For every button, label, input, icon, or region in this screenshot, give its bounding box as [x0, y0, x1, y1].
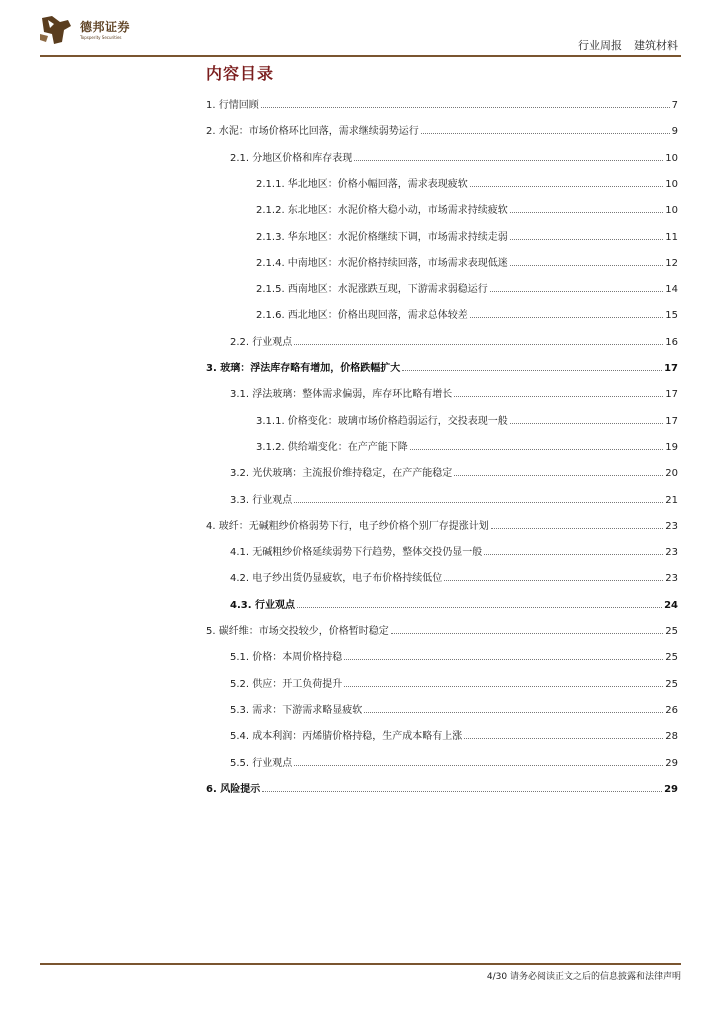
toc-entry-page: 10: [665, 179, 678, 190]
toc-entry-page: 16: [665, 337, 678, 348]
toc-entry-page: 10: [665, 205, 678, 216]
toc-leader-dots: [294, 765, 663, 766]
toc-entry[interactable]: [206, 780, 678, 796]
toc-leader-dots: [294, 502, 663, 503]
toc-leader-dots: [410, 449, 663, 450]
toc-leader-dots: [454, 396, 663, 397]
toc-leader-dots: [294, 344, 663, 345]
toc-entry-label: 4.3. 行业观点: [230, 600, 295, 611]
toc-leader-dots: [464, 738, 663, 739]
toc-entry-page: 24: [664, 600, 678, 611]
toc-entry[interactable]: [256, 228, 678, 244]
toc-entry-label: 2.1.1. 华北地区：价格小幅回落，需求表现疲软: [256, 179, 468, 190]
toc-entry-label: 3.1.1. 价格变化：玻璃市场价格趋弱运行，交投表现一般: [256, 416, 508, 427]
toc-entry[interactable]: [206, 517, 678, 533]
toc-leader-dots: [421, 133, 670, 134]
report-meta: [578, 37, 678, 53]
brand-name: 德邦证券: [80, 20, 131, 34]
toc-leader-dots: [402, 370, 662, 371]
toc-entry-page: 17: [665, 389, 678, 400]
toc-entry-page: 28: [665, 731, 678, 742]
toc-entry[interactable]: [206, 96, 678, 112]
toc-entry[interactable]: [256, 254, 678, 270]
footer-divider: [40, 963, 681, 965]
toc-entry-label: 4. 玻纤：无碱粗纱价格弱势下行，电子纱价格个别厂存提涨计划: [206, 521, 489, 532]
toc-entry-label: 5.3. 需求：下游需求略显疲软: [230, 705, 363, 716]
toc-entry-label: 2.1.2. 东北地区：水泥价格大稳小动，市场需求持续疲软: [256, 205, 508, 216]
page-number: 4/30: [486, 972, 508, 982]
toc-entry[interactable]: [230, 333, 678, 349]
toc-entry-label: 4.2. 电子纱出货仍显疲软，电子布价格持续低位: [230, 573, 443, 584]
toc-entry-label: 2.1.5. 西南地区：水泥涨跌互现，下游需求弱稳运行: [256, 284, 488, 295]
toc-leader-dots: [491, 528, 664, 529]
toc-leader-dots: [262, 791, 662, 792]
toc-entry-label: 2.1.4. 中南地区：水泥价格持续回落，市场需求表现低迷: [256, 258, 508, 269]
toc-entry-page: 14: [665, 284, 678, 295]
header-divider: [40, 55, 681, 57]
toc-entry[interactable]: [230, 754, 678, 770]
toc-entry-page: 15: [665, 310, 678, 321]
toc-leader-dots: [354, 160, 663, 161]
toc-leader-dots: [510, 423, 663, 424]
toc-entry[interactable]: [206, 122, 678, 138]
toc-entry[interactable]: [256, 306, 678, 322]
toc-entry-label: 5.5. 行业观点: [230, 758, 293, 769]
toc-leader-dots: [364, 712, 663, 713]
toc-entry[interactable]: [230, 385, 678, 401]
toc-entry[interactable]: [230, 648, 678, 664]
toc-leader-dots: [391, 633, 664, 634]
toc-leader-dots: [470, 317, 663, 318]
toc-entry-label: 3.1. 浮法玻璃：整体需求偏弱，库存环比略有增长: [230, 389, 453, 400]
toc-entry-page: 25: [665, 679, 678, 690]
toc-entry-page: 17: [665, 416, 678, 427]
toc-leader-dots: [490, 291, 663, 292]
toc-entry-label: 5.2. 供应：开工负荷提升: [230, 679, 343, 690]
toc-entry-page: 25: [665, 626, 678, 637]
brand-english-name: Topsperity Securities: [80, 35, 122, 40]
toc-entry[interactable]: [206, 622, 678, 638]
toc-leader-dots: [261, 107, 670, 108]
toc-leader-dots: [484, 554, 663, 555]
toc-entry-page: 11: [665, 232, 678, 243]
toc-entry-page: 21: [665, 495, 678, 506]
toc-entry[interactable]: [230, 701, 678, 717]
toc-title: 内容目录: [206, 64, 275, 83]
footer-disclaimer: 请务必阅读正文之后的信息披露和法律声明: [509, 972, 681, 982]
toc-entry-page: 25: [665, 652, 678, 663]
toc-leader-dots: [444, 580, 663, 581]
toc-entry-page: 29: [665, 758, 678, 769]
toc-entry-label: 2.2. 行业观点: [230, 337, 293, 348]
toc-leader-dots: [297, 607, 662, 608]
toc-leader-dots: [510, 239, 663, 240]
toc-entry-label: 5.4. 成本利润：丙烯腈价格持稳，生产成本略有上涨: [230, 731, 463, 742]
toc-leader-dots: [344, 659, 663, 660]
toc-entry[interactable]: [256, 412, 678, 428]
toc-entry[interactable]: [256, 438, 678, 454]
toc-entry-label: 6. 风险提示: [206, 784, 261, 795]
toc-entry[interactable]: [230, 491, 678, 507]
toc-entry[interactable]: [256, 280, 678, 296]
toc-entry-label: 3.2. 光伏玻璃：主流报价维持稳定，在产产能稳定: [230, 468, 453, 479]
logo-mark-icon: [38, 14, 74, 46]
toc-leader-dots: [510, 212, 663, 213]
toc-entry[interactable]: [230, 675, 678, 691]
toc-entry-label: 2.1. 分地区价格和库存表现: [230, 153, 353, 164]
toc-entry[interactable]: [230, 569, 678, 585]
toc-entry-page: 26: [665, 705, 678, 716]
toc-entry-label: 2.1.3. 华东地区：水泥价格继续下调，市场需求持续走弱: [256, 232, 508, 243]
page-footer: [487, 969, 681, 982]
toc-entry-page: 10: [665, 153, 678, 164]
toc-entry[interactable]: [256, 175, 678, 191]
toc-entry[interactable]: [230, 543, 678, 559]
toc-entry-page: 19: [665, 442, 678, 453]
toc-entry-page: 29: [664, 784, 678, 795]
toc-entry[interactable]: [256, 201, 678, 217]
report-type: 行业周报: [578, 39, 622, 52]
toc-entry-label: 5.1. 价格：本周价格持稳: [230, 652, 343, 663]
toc-entry[interactable]: [230, 149, 678, 165]
toc-entry-page: 7: [671, 100, 678, 111]
page-header: [0, 0, 724, 60]
toc-entry-page: 23: [665, 547, 678, 558]
toc-entry[interactable]: [230, 727, 678, 743]
toc-leader-dots: [470, 186, 663, 187]
company-logo: [38, 14, 138, 48]
toc-entry-page: 23: [665, 521, 678, 532]
toc-leader-dots: [454, 475, 663, 476]
toc-entry-page: 9: [671, 126, 678, 137]
toc-entry[interactable]: [230, 596, 678, 612]
toc-entry-page: 20: [665, 468, 678, 479]
toc-entry-page: 12: [665, 258, 678, 269]
toc-entry-page: 23: [665, 573, 678, 584]
toc-entry-label: 2.1.6. 西北地区：价格出现回落，需求总体较差: [256, 310, 468, 321]
toc-leader-dots: [344, 686, 663, 687]
toc-entry[interactable]: [206, 359, 678, 375]
toc-entry-label: 5. 碳纤维：市场交投较少，价格暂时稳定: [206, 626, 389, 637]
toc-entry-label: 2. 水泥：市场价格环比回落，需求继续弱势运行: [206, 126, 419, 137]
toc-entry[interactable]: [230, 464, 678, 480]
toc-entry-label: 1. 行情回顾: [206, 100, 259, 111]
toc-entry-label: 4.1. 无碱粗纱价格延续弱势下行趋势，整体交投仍显一般: [230, 547, 483, 558]
toc-entry-label: 3.3. 行业观点: [230, 495, 293, 506]
toc-entry-page: 17: [664, 363, 678, 374]
toc-leader-dots: [510, 265, 663, 266]
toc-entry-label: 3.1.2. 供给端变化：在产产能下降: [256, 442, 408, 453]
report-sector: 建筑材料: [634, 39, 678, 52]
toc-entry-label: 3. 玻璃：浮法库存略有增加，价格跌幅扩大: [206, 363, 401, 374]
